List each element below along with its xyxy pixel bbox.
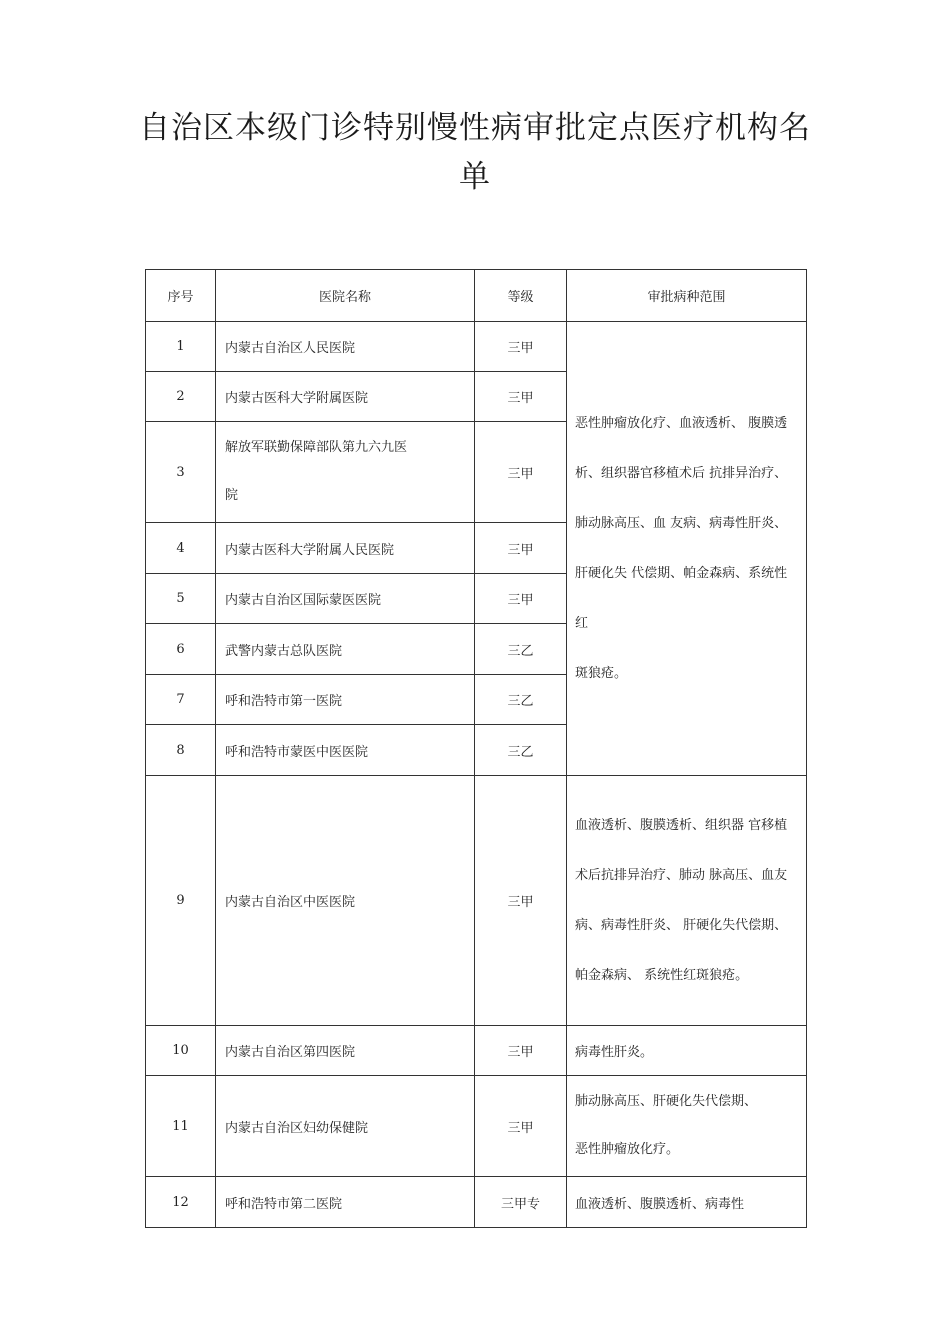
hospital-level: 三甲 [475, 1076, 567, 1177]
disease-scope-group [567, 322, 807, 776]
header-scope: 审批病种范围 [567, 270, 807, 322]
hospital-name: 内蒙古自治区妇幼保健院 [216, 1076, 475, 1177]
hospital-name: 武警内蒙古总队医院 [216, 624, 475, 675]
row-no: 10 [146, 1026, 216, 1076]
row-no: 11 [146, 1076, 216, 1177]
table-row [146, 1076, 807, 1177]
row-no: 4 [146, 523, 216, 574]
scope-line: 血液透析、腹膜透析、组织器 官移植 [575, 817, 788, 833]
row-no: 12 [146, 1177, 216, 1228]
document-title-line2: 单 [459, 159, 491, 195]
hospital-name: 呼和浩特市蒙医中医医院 [216, 725, 475, 776]
scope-line: 红 [575, 615, 589, 631]
scope-line: 恶性肿瘤放化疗、血液透析、 腹膜透 [575, 415, 788, 431]
hospital-name: 内蒙古医科大学附属医院 [216, 372, 475, 422]
scope-line: 帕金森病、 系统性红斑狼疮。 [575, 967, 749, 983]
row-no: 1 [146, 322, 216, 372]
header-level: 等级 [475, 270, 567, 322]
hospital-name: 内蒙古自治区中医医院 [216, 776, 475, 1026]
hospital-level: 三甲专 [475, 1177, 567, 1228]
hospital-level: 三甲 [475, 372, 567, 422]
row-no: 9 [146, 776, 216, 1026]
table-header-row [146, 270, 807, 322]
disease-scope [567, 1076, 807, 1177]
hospital-level: 三甲 [475, 322, 567, 372]
table-row [146, 1177, 807, 1228]
hospital-level: 三甲 [475, 523, 567, 574]
table-row [146, 1026, 807, 1076]
hospital-name: 内蒙古自治区人民医院 [216, 322, 475, 372]
scope-line: 肝硬化失 代偿期、帕金森病、系统性 [575, 565, 788, 581]
hospital-name: 呼和浩特市第一医院 [216, 675, 475, 725]
scope-line: 术后抗排异治疗、肺动 脉高压、血友 [575, 867, 788, 883]
scope-line: 病、病毒性肝炎、 肝硬化失代偿期、 [575, 917, 788, 933]
row-no: 3 [146, 422, 216, 523]
hospital-name: 内蒙古自治区第四医院 [216, 1026, 475, 1076]
hospital-table [145, 269, 807, 1228]
row-no: 7 [146, 675, 216, 725]
scope-line: 肺动脉高压、血 友病、病毒性肝炎、 [575, 515, 788, 531]
hospital-name: 呼和浩特市第二医院 [216, 1177, 475, 1228]
hospital-name-line2: 院 [225, 488, 239, 503]
disease-scope [567, 776, 807, 1026]
hospital-level: 三甲 [475, 422, 567, 523]
row-no: 6 [146, 624, 216, 675]
hospital-level: 三乙 [475, 725, 567, 776]
document-title-line1: 自治区本级门诊特别慢性病审批定点医疗机构名 [139, 110, 811, 146]
hospital-level: 三甲 [475, 574, 567, 624]
hospital-level: 三甲 [475, 1026, 567, 1076]
scope-line: 恶性肿瘤放化疗。 [575, 1142, 680, 1157]
table-row [146, 322, 807, 372]
table-row [146, 776, 807, 1026]
scope-line: 斑狼疮。 [575, 665, 628, 681]
disease-scope: 病毒性肝炎。 [567, 1026, 807, 1076]
hospital-level: 三甲 [475, 776, 567, 1026]
hospital-name-line1: 解放军联勤保障部队第九六九医 [225, 440, 408, 455]
row-no: 5 [146, 574, 216, 624]
hospital-level: 三乙 [475, 675, 567, 725]
hospital-name [216, 422, 475, 523]
header-no: 序号 [146, 270, 216, 322]
scope-line: 析、组织器官移植术后 抗排异治疗、 [575, 465, 788, 481]
row-no: 8 [146, 725, 216, 776]
disease-scope: 血液透析、腹膜透析、病毒性 [567, 1177, 807, 1228]
scope-line: 肺动脉高压、肝硬化失代偿期、 [575, 1094, 758, 1109]
hospital-level: 三乙 [475, 624, 567, 675]
hospital-name: 内蒙古自治区国际蒙医医院 [216, 574, 475, 624]
hospital-name: 内蒙古医科大学附属人民医院 [216, 523, 475, 574]
header-name: 医院名称 [216, 270, 475, 322]
row-no: 2 [146, 372, 216, 422]
